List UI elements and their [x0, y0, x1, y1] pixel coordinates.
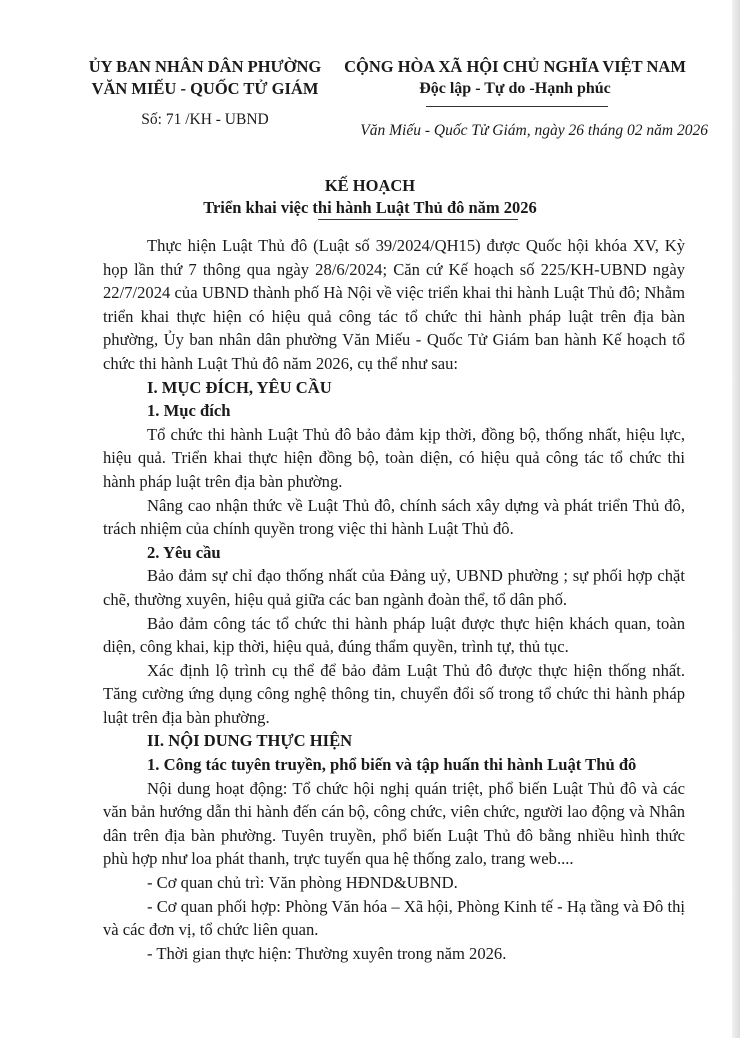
place-and-date: Văn Miếu - Quốc Tử Giám, ngày 26 tháng 02 năm 2026	[360, 122, 708, 139]
section-1-heading: I. MỤC ĐÍCH, YÊU CẦU	[147, 377, 332, 397]
nation-name: CỘNG HÒA XÃ HỘI CHỦ NGHĨA VIỆT NAM	[344, 57, 686, 76]
lead-agency-item: - Cơ quan chủ trì: Văn phòng HĐND&UBND.	[147, 873, 458, 893]
issuing-agency-block	[68, 56, 342, 131]
timeline-item: - Thời gian thực hiện: Thường xuyên trong năm 2026.	[147, 943, 507, 963]
purpose-paragraph-2: Nâng cao nhận thức về Luật Thủ đô, chính sách xây dựng và phát triển Thủ đô, trách nhiệm của chính quyền trong việc thi hành Luật Thủ đô.	[103, 495, 685, 539]
purpose-paragraph-1: Tổ chức thi hành Luật Thủ đô bảo đảm kịp thời, đồng bộ, thống nhất, hiệu lực, hiệu quả. Triển khai thực hiện đồng bộ, toàn diện, có hiệu quả công tác tổ chức thi hành pháp luật trên địa bàn phường.	[103, 424, 685, 491]
document-body	[103, 234, 685, 965]
motto-underline	[426, 106, 608, 107]
section-1-2-heading: 2. Yêu cầu	[147, 542, 221, 562]
page-edge-shadow	[732, 0, 740, 1038]
requirement-paragraph-2: Bảo đảm công tác tổ chức thi hành pháp luật được thực hiện khách quan, toàn diện, công khai, kịp thời, hiệu quả, đúng thẩm quyền, trình tự, thủ tục.	[103, 613, 685, 657]
national-title-block	[340, 56, 690, 100]
section-2-1-heading: 1. Công tác tuyên truyền, phổ biến và tập huấn thi hành Luật Thủ đô	[147, 755, 637, 775]
document-number: Số: 71 /KH - UBND	[141, 111, 269, 128]
agency-line-2: VĂN MIẾU - QUỐC TỬ GIÁM	[91, 79, 319, 98]
requirement-paragraph-1: Bảo đảm sự chỉ đạo thống nhất của Đảng uỷ, UBND phường ; sự phối hợp chặt chẽ, thường xuyên, hiệu quả giữa các ban ngành đoàn thể, tổ dân phố.	[103, 566, 685, 609]
section-2-heading: II. NỘI DUNG THỰC HIỆN	[147, 731, 353, 751]
document-subject: Triển khai việc thi hành Luật Thủ đô năm 2026	[203, 198, 537, 217]
requirement-paragraph-3: Xác định lộ trình cụ thể để bảo đảm Luật Thủ đô được thực hiện thống nhất. Tăng cường ứng dụng công nghệ thông tin, chuyển đổi số trong tổ chức thi hành pháp luật trên địa bàn phường.	[103, 660, 685, 727]
intro-paragraph: Thực hiện Luật Thủ đô (Luật số 39/2024/QH15) được Quốc hội khóa XV, Kỳ họp lần thứ 7 thông qua ngày 28/6/2024; Căn cứ Kế hoạch số 225/KH-UBND ngày 22/7/2024 của UBND thành phố Hà Nội về việc triển khai thi hành Luật Thủ đô; Nhằm triển khai thực hiện có hiệu quả công tác tổ chức thi hành pháp luật trên địa bàn phường, Ủy ban nhân dân phường Văn Miếu - Quốc Tử Giám ban hành Kế hoạch tổ chức thi hành Luật Thủ đô năm 2026, cụ thể như sau:	[103, 236, 685, 373]
document-type: KẾ HOẠCH	[324, 176, 416, 195]
section-1-1-heading: 1. Mục đích	[147, 401, 231, 421]
document-title	[150, 175, 590, 219]
national-motto: Độc lập - Tự do -Hạnh phúc	[419, 80, 611, 97]
agency-line-1: ỦY BAN NHÂN DÂN PHƯỜNG	[88, 57, 322, 76]
content-paragraph-1: Nội dung hoạt động: Tổ chức hội nghị quán triệt, phổ biến Luật Thủ đô và các văn bản hướng dẫn thi hành đến cán bộ, công chức, viên chức, người lao động và Nhân dân trên địa bàn phường. Tuyên truyền, phổ biến Luật Thủ đô bằng nhiều hình thức phù hợp như loa phát thanh, trực tuyến qua hệ thống zalo, trang web....	[103, 778, 685, 869]
title-underline	[318, 219, 518, 220]
coordinating-agency-item: - Cơ quan phối hợp: Phòng Văn hóa – Xã hội, Phòng Kinh tế - Hạ tầng và Đô thị và các đơn vị, tổ chức liên quan.	[103, 896, 685, 940]
